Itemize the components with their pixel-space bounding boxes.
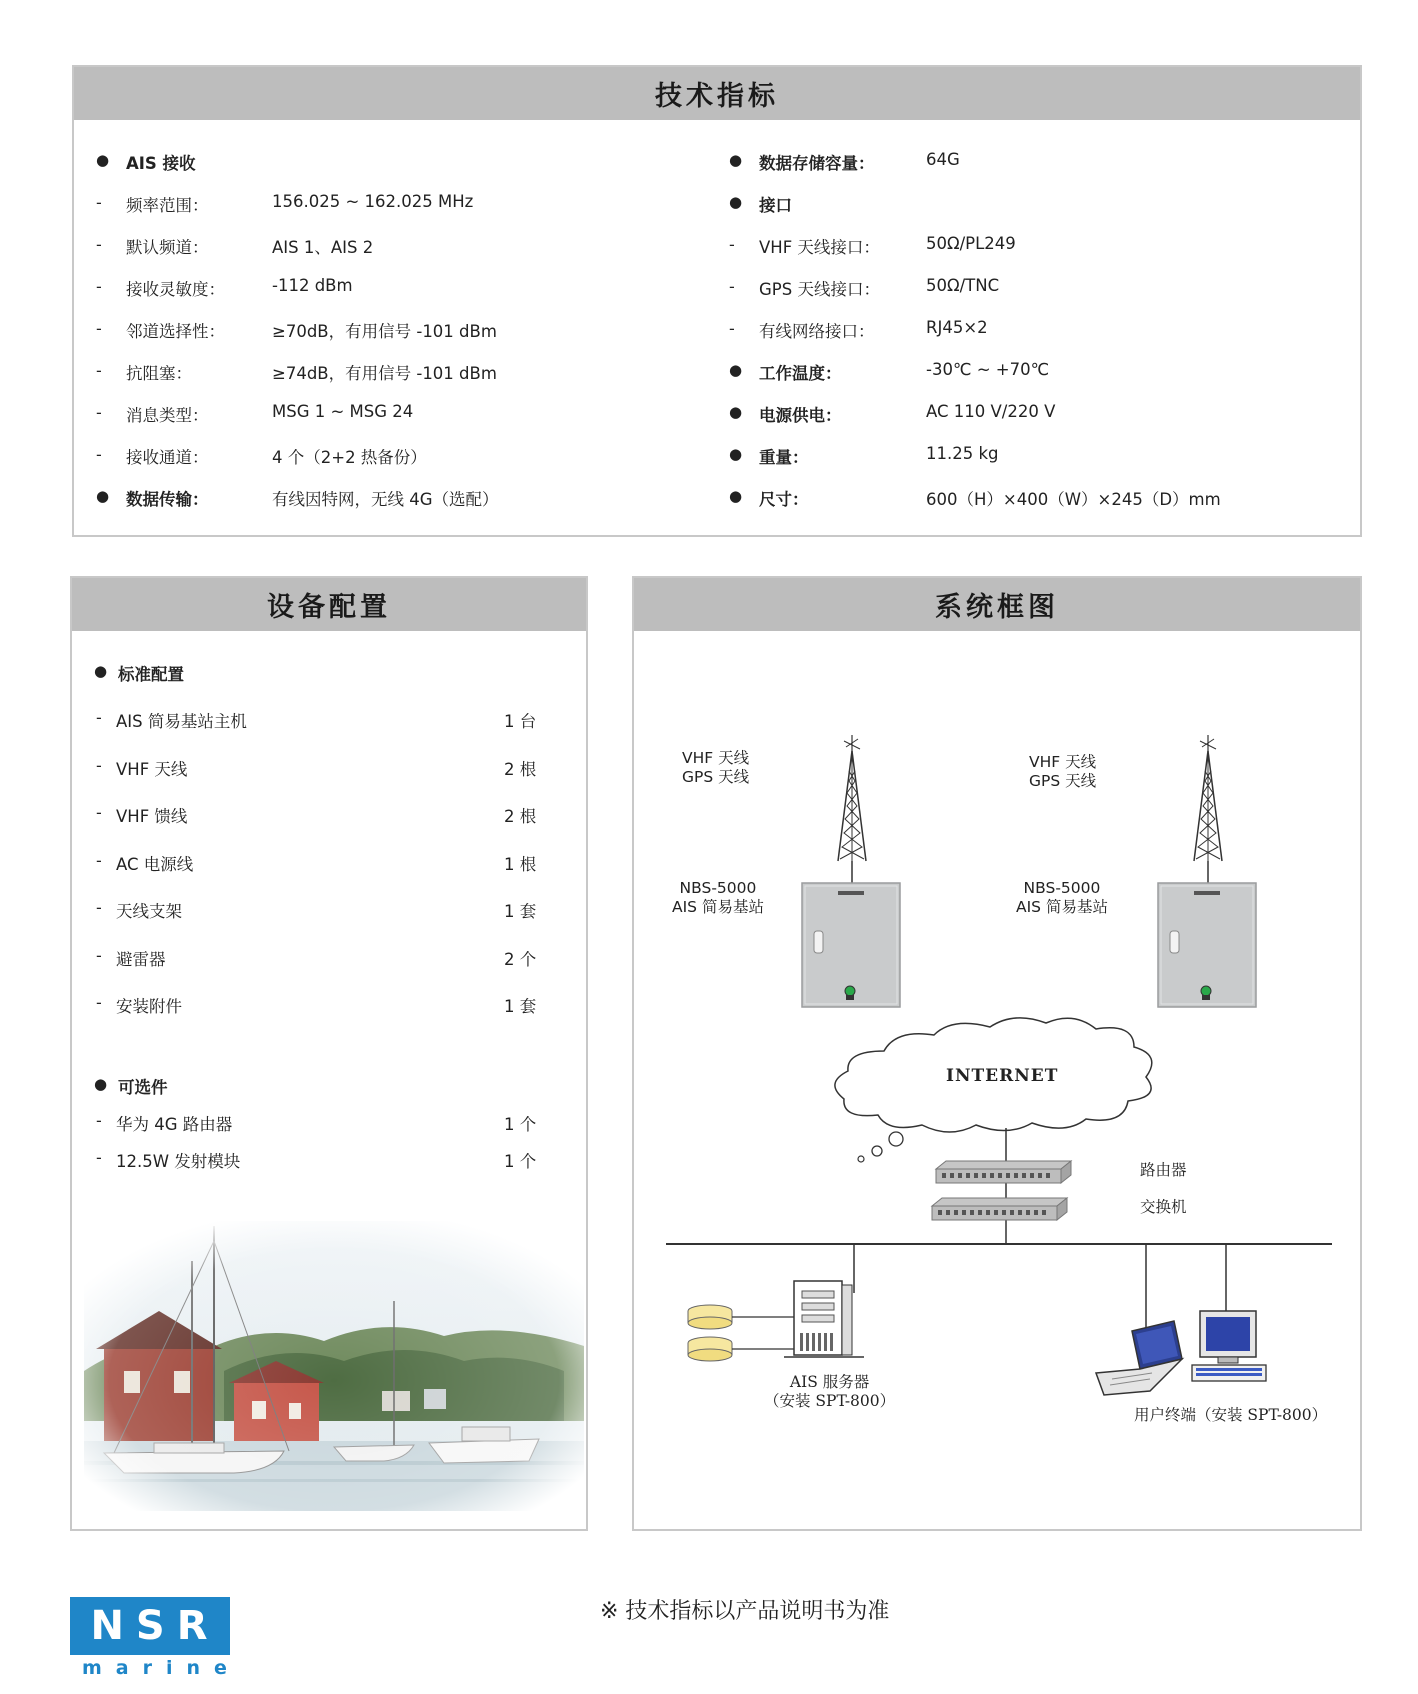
- spec-value: 有线因特网，无线 4G（选配）: [272, 490, 499, 509]
- bullet-icon: ●: [729, 445, 743, 463]
- dash-icon: -: [96, 445, 102, 464]
- dash-icon: -: [96, 850, 102, 870]
- bullet-icon: ●: [729, 487, 743, 505]
- spec-value: AIS 1、AIS 2: [272, 238, 374, 257]
- nsr-logo: [70, 1597, 241, 1679]
- spec-label: 电源供电：: [759, 406, 842, 425]
- right-station-label: NBS-5000 AIS 简易基站: [1016, 879, 1108, 916]
- spec-label: 默认频道：: [126, 238, 209, 257]
- config-item-name: AC 电源线: [116, 854, 194, 874]
- spec-value: 50Ω/TNC: [926, 276, 1000, 295]
- switch-label: 交换机: [1140, 1198, 1187, 1216]
- spec-label: 数据传输：: [126, 490, 209, 509]
- spec-value: MSG 1 ~ MSG 24: [272, 402, 414, 421]
- spec-label: 数据存储容量：: [759, 154, 875, 173]
- config-item-qty: 2 个: [504, 949, 537, 969]
- bullet-icon: ●: [729, 403, 743, 421]
- harbor-illustration: [84, 1221, 584, 1511]
- dash-icon: -: [96, 319, 102, 338]
- spec-value: 4 个（2+2 热备份）: [272, 448, 427, 467]
- dash-icon: -: [96, 235, 102, 254]
- spec-label: 接收通道：: [126, 448, 209, 467]
- dash-icon: -: [96, 1148, 102, 1167]
- spec-label: 接收灵敏度：: [126, 280, 225, 299]
- bullet-icon: ●: [94, 662, 108, 680]
- diagram-body: [634, 631, 1360, 1529]
- config-item-name: 12.5W 发射模块: [116, 1152, 241, 1171]
- config-item-qty: 1 根: [504, 854, 537, 874]
- spec-label: 重量：: [759, 448, 809, 467]
- server-icon: [784, 1281, 864, 1357]
- diagram-title: 系统框图: [634, 578, 1360, 631]
- terminal-label: 用户终端（安装 SPT-800）: [1134, 1406, 1328, 1424]
- config-item-qty: 2 根: [504, 807, 537, 826]
- spec-value: 600（H）×400（W）×245（D）mm: [926, 490, 1221, 509]
- spec-label: 邻道选择性：: [126, 322, 225, 341]
- config-body: [72, 631, 586, 1529]
- left-station-label: NBS-5000 AIS 简易基站: [672, 879, 764, 916]
- bullet-icon: ●: [729, 193, 743, 211]
- dash-icon: -: [96, 898, 102, 917]
- config-item-qty: 1 套: [504, 902, 537, 921]
- internet-label: INTERNET: [946, 1066, 1059, 1086]
- diagram-panel: [632, 576, 1362, 1531]
- base-station-cabinet-icon: [1158, 883, 1256, 1007]
- config-item-name: 华为 4G 路由器: [116, 1115, 233, 1134]
- spec-label: AIS 接收: [126, 154, 196, 173]
- dash-icon: -: [96, 277, 102, 296]
- spec-label: VHF 天线接口：: [759, 238, 880, 257]
- spec-label: 工作温度：: [759, 364, 842, 383]
- config-item-name: 天线支架: [116, 902, 182, 921]
- spec-label: GPS 天线接口：: [759, 280, 880, 299]
- antenna-tower-icon: [838, 735, 866, 883]
- spec-label: 频率范围：: [126, 196, 209, 215]
- spec-label: 抗阻塞：: [126, 364, 192, 383]
- config-item-name: VHF 馈线: [116, 807, 188, 826]
- config-title: 设备配置: [72, 578, 586, 631]
- logo-sub: marine: [82, 1657, 241, 1679]
- bullet-icon: ●: [94, 1075, 108, 1093]
- router-icon: [936, 1161, 1071, 1183]
- spec-value: 156.025 ~ 162.025 MHz: [272, 192, 474, 211]
- spec-value: 50Ω/PL249: [926, 234, 1016, 253]
- spec-value: AC 110 V/220 V: [926, 402, 1056, 421]
- config-panel: [70, 576, 588, 1531]
- bullet-icon: ●: [96, 487, 110, 505]
- spec-value: 64G: [926, 150, 960, 169]
- dash-icon: -: [96, 1111, 102, 1130]
- config-item-name: VHF 天线: [116, 759, 188, 779]
- dash-icon: -: [96, 803, 102, 822]
- spec-value: ≥74dB，有用信号 -101 dBm: [272, 364, 497, 383]
- dash-icon: -: [96, 361, 102, 380]
- config-item-qty: 2 根: [504, 759, 537, 779]
- base-station-cabinet-icon: [802, 883, 900, 1007]
- config-item-qty: 1 个: [504, 1152, 537, 1171]
- spec-value: RJ45×2: [926, 318, 988, 337]
- config-item-name: 避雷器: [116, 949, 166, 969]
- logo-main: NSR: [70, 1597, 230, 1655]
- spec-label: 有线网络接口：: [759, 322, 875, 341]
- spec-label: 消息类型：: [126, 406, 209, 425]
- right-antenna-label: VHF 天线 GPS 天线: [1029, 753, 1097, 790]
- footer-note: ※ 技术指标以产品说明书为准: [600, 1599, 890, 1624]
- dash-icon: -: [96, 945, 102, 965]
- laptop-icon: [1096, 1321, 1182, 1395]
- left-antenna-label: VHF 天线 GPS 天线: [682, 749, 750, 786]
- dash-icon: -: [729, 235, 735, 254]
- router-label: 路由器: [1140, 1161, 1187, 1179]
- spec-value: -112 dBm: [272, 276, 353, 295]
- dash-icon: -: [96, 755, 102, 775]
- config-item-qty: 1 套: [504, 997, 537, 1016]
- dash-icon: -: [729, 319, 735, 338]
- config-section-heading: 可选件: [118, 1078, 168, 1097]
- config-item-qty: 1 个: [504, 1115, 537, 1134]
- dash-icon: -: [96, 708, 102, 727]
- server-label: AIS 服务器 （安装 SPT-800）: [764, 1373, 896, 1410]
- config-item-qty: 1 台: [504, 712, 537, 731]
- spec-value: -30℃ ~ +70℃: [926, 360, 1050, 379]
- bullet-icon: ●: [729, 151, 743, 169]
- switch-icon: [932, 1198, 1067, 1220]
- spec-value: ≥70dB，有用信号 -101 dBm: [272, 322, 497, 341]
- specs-panel: [72, 65, 1362, 537]
- database-icon: [688, 1305, 732, 1329]
- bullet-icon: ●: [96, 151, 110, 169]
- specs-title: 技术指标: [74, 67, 1360, 120]
- dash-icon: -: [96, 403, 102, 422]
- dash-icon: -: [96, 993, 102, 1012]
- config-item-name: 安装附件: [116, 997, 182, 1016]
- config-section-heading: 标准配置: [118, 665, 184, 684]
- dash-icon: -: [96, 193, 102, 212]
- antenna-tower-icon: [1194, 735, 1222, 883]
- dash-icon: -: [729, 277, 735, 296]
- specs-body: [74, 120, 1360, 535]
- spec-label: 接口: [759, 196, 792, 215]
- bullet-icon: ●: [729, 361, 743, 379]
- config-item-name: AIS 简易基站主机: [116, 712, 247, 731]
- spec-label: 尺寸：: [759, 490, 809, 509]
- spec-value: 11.25 kg: [926, 444, 999, 463]
- desktop-computer-icon: [1192, 1311, 1266, 1381]
- database-icon: [688, 1337, 732, 1361]
